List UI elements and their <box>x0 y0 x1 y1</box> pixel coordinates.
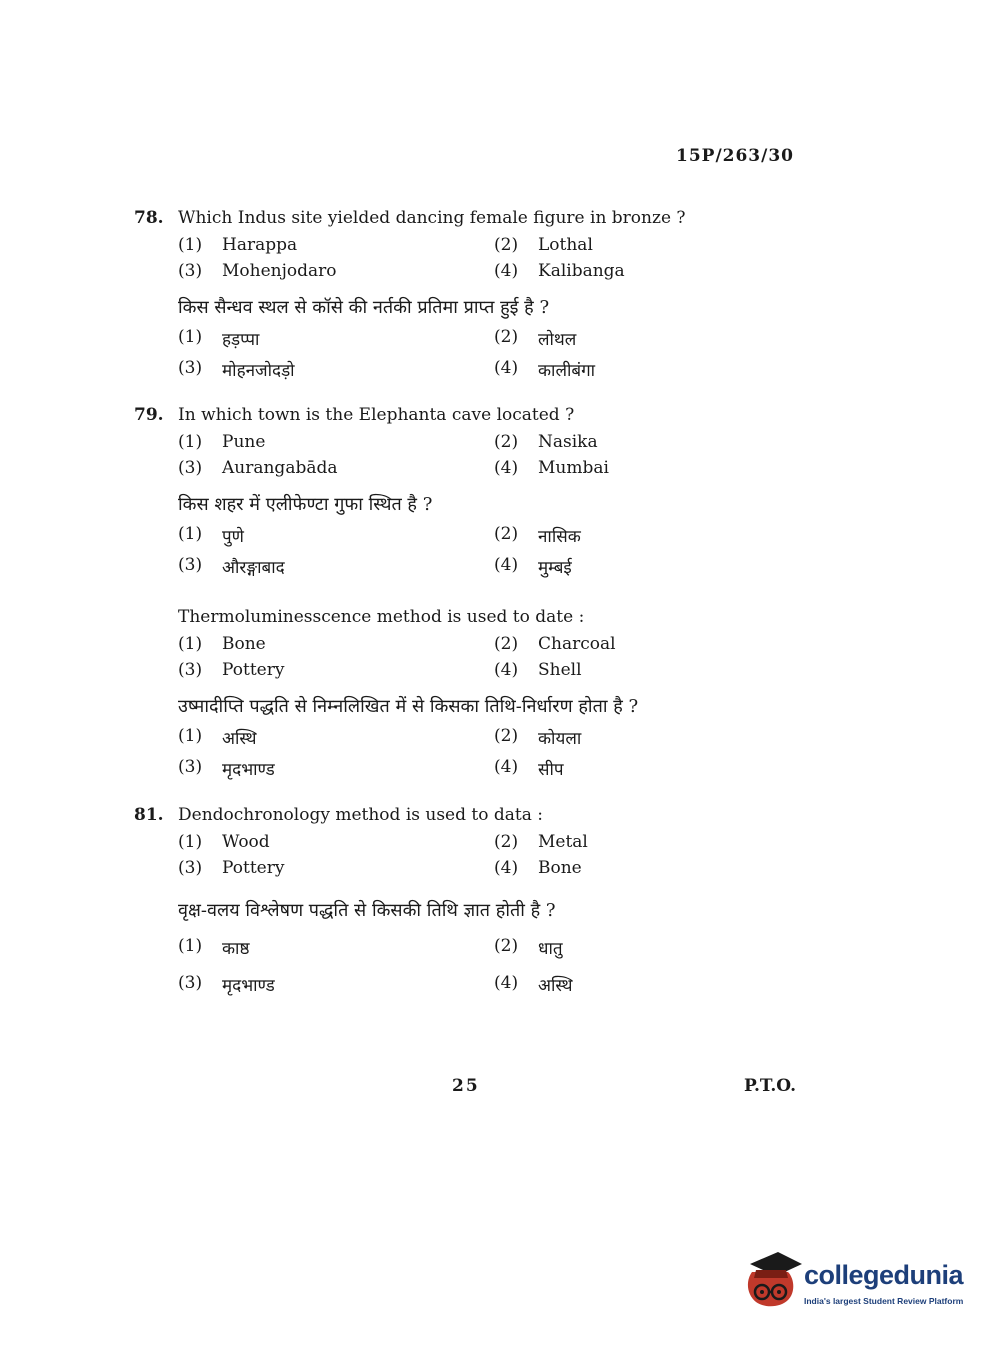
option: (3) Pottery <box>178 858 285 878</box>
question-text: Thermoluminesscence method is used to date : <box>178 607 585 627</box>
question-text-hindi: वृक्ष-वलय विश्लेषण पद्धति से किसकी तिथि ज्ञात होती है ? <box>178 900 556 921</box>
question-text: In which town is the Elephanta cave located ? <box>178 405 575 425</box>
option: (3) Mohenjodaro <box>178 261 337 281</box>
logo-tagline: India's largest Student Review Platform <box>804 1296 964 1306</box>
option: (3) Pottery <box>178 660 285 680</box>
option-hindi: (4) सीप <box>494 757 564 780</box>
option: (2) Charcoal <box>494 634 616 654</box>
option-hindi: (1) अस्थि <box>178 726 257 749</box>
question-text-hindi: उष्मादीप्ति पद्धति से निम्नलिखित में से किसका तिथि-निर्धारण होता है ? <box>178 696 639 717</box>
question-number: 81. <box>134 805 164 825</box>
option: (4) Bone <box>494 858 582 878</box>
question-80 <box>134 607 834 780</box>
page-number: 25 <box>452 1076 480 1096</box>
pto-label: P.T.O. <box>744 1076 796 1096</box>
option: (4) Mumbai <box>494 458 609 478</box>
option: (3) Aurangabāda <box>178 458 338 478</box>
logo-brand: collegedunia <box>804 1260 964 1290</box>
option: (4) Kalibanga <box>494 261 625 281</box>
collegedunia-logo[interactable] <box>742 1250 967 1315</box>
option: (4) Shell <box>494 660 582 680</box>
question-text: Dendochronology method is used to data : <box>178 805 543 825</box>
option-hindi: (1) हड़प्पा <box>178 327 260 350</box>
option-hindi: (2) कोयला <box>494 726 582 749</box>
option-hindi: (2) धातु <box>494 936 563 959</box>
question-text-hindi: किस सैन्धव स्थल से कॉसे की नर्तकी प्रतिमा प्राप्त हुई है ? <box>178 297 550 318</box>
question-79 <box>134 405 834 578</box>
option-hindi: (4) कालीबंगा <box>494 358 596 381</box>
option-hindi: (1) पुणे <box>178 524 244 547</box>
option-hindi: (3) मृदभाण्ड <box>178 757 275 780</box>
question-text: Which Indus site yielded dancing female figure in bronze ? <box>178 208 686 228</box>
question-number: 78. <box>134 208 164 228</box>
option-hindi: (4) अस्थि <box>494 973 573 996</box>
option-hindi: (2) लोथल <box>494 327 577 350</box>
option: (2) Metal <box>494 832 588 852</box>
option-hindi: (1) काष्ठ <box>178 936 250 959</box>
question-text-hindi: किस शहर में एलीफेण्टा गुफा स्थित है ? <box>178 494 433 515</box>
student-mascot-icon <box>742 1250 802 1315</box>
option-hindi: (3) औरङ्गाबाद <box>178 555 285 578</box>
option: (2) Nasika <box>494 432 598 452</box>
option-hindi: (4) मुम्बई <box>494 555 572 578</box>
option: (1) Bone <box>178 634 266 654</box>
option: (2) Lothal <box>494 235 593 255</box>
paper-code: 15P/263/30 <box>676 146 795 166</box>
option-hindi: (2) नासिक <box>494 524 581 547</box>
option-hindi: (3) मोहनजोदड़ो <box>178 358 295 381</box>
option: (1) Wood <box>178 832 270 852</box>
question-number: 79. <box>134 405 164 425</box>
option: (1) Pune <box>178 432 266 452</box>
question-78 <box>134 208 834 381</box>
option: (1) Harappa <box>178 235 298 255</box>
option-hindi: (3) मृदभाण्ड <box>178 973 275 996</box>
question-81 <box>134 805 834 996</box>
